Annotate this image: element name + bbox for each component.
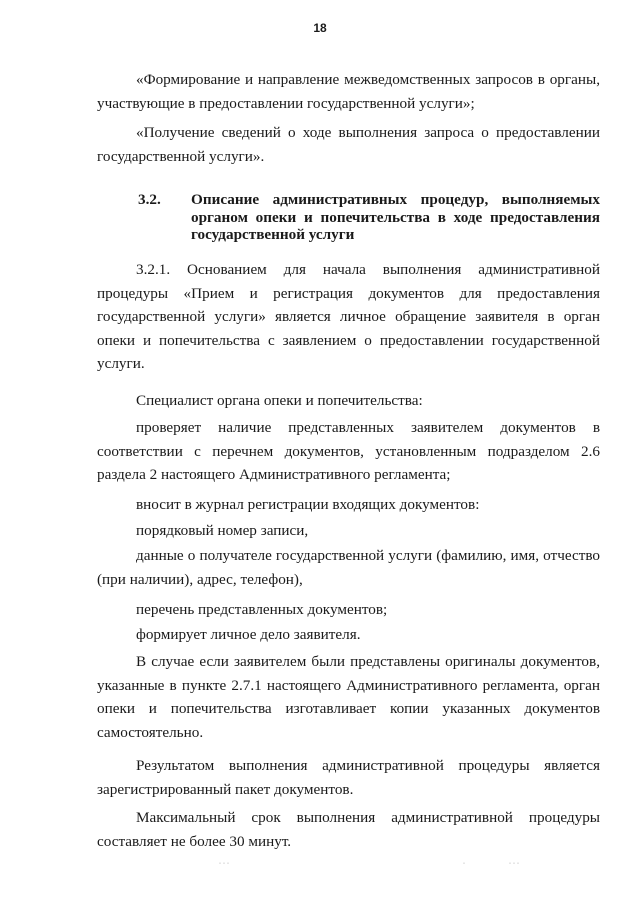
paragraph-recipient-data: данные о получателе государственной услуги (фамилию, имя, отчество (при наличии), адрес, телефон), — [97, 547, 600, 588]
scan-speck: ˙˙˙ — [508, 862, 520, 871]
scan-speck: ˙ — [462, 862, 466, 871]
intro-item-2: «Получение сведений о ходе выполнения запроса о предоставлении государственной услуги». — [97, 124, 600, 165]
scan-speck: ˙˙˙ — [218, 862, 230, 871]
paragraph-specialist: Специалист органа опеки и попечительства: — [136, 392, 423, 409]
section-title: Описание административных процедур, выполняемых органом опеки и попечительства в ходе предоставления государственной услуги — [191, 191, 600, 243]
paragraph-originals: В случае если заявителем были представлены оригиналы документов, указанные в пункте 2.7.1 настоящего Административного регламента, орган опеки и попечительства изготавливает копии указанных документов самостоятельно. — [97, 653, 600, 741]
paragraph-record-number: порядковый номер записи, — [136, 522, 309, 539]
intro-item-1: «Формирование и направление межведомственных запросов в органы, участвующие в предоставлении государственной услуги»; — [97, 71, 600, 112]
section-number: 3.2. — [138, 191, 161, 208]
paragraph-journal: вносит в журнал регистрации входящих документов: — [136, 496, 480, 513]
paragraph-max-time: Максимальный срок выполнения административной процедуры составляет не более 30 минут. — [97, 809, 600, 850]
paragraph-basis: 3.2.1. Основанием для начала выполнения административной процедуры «Прием и регистрация документов для предоставления государственной услуги» является личное обращение заявителя в орган опеки и попечительства с заявлением о предоставлении государственной услуги. — [97, 261, 600, 372]
paragraph-document-list: перечень представленных документов; — [136, 601, 388, 618]
paragraph-result: Результатом выполнения административной процедуры является зарегистрированный пакет документов. — [97, 757, 600, 798]
paragraph-personal-file: формирует личное дело заявителя. — [136, 626, 361, 643]
paragraph-checks: проверяет наличие представленных заявителем документов в соответствии с перечнем документов, установленным подразделом 2.6 раздела 2 настоящего Административного регламента; — [97, 419, 600, 483]
page-number: 18 — [313, 21, 327, 35]
